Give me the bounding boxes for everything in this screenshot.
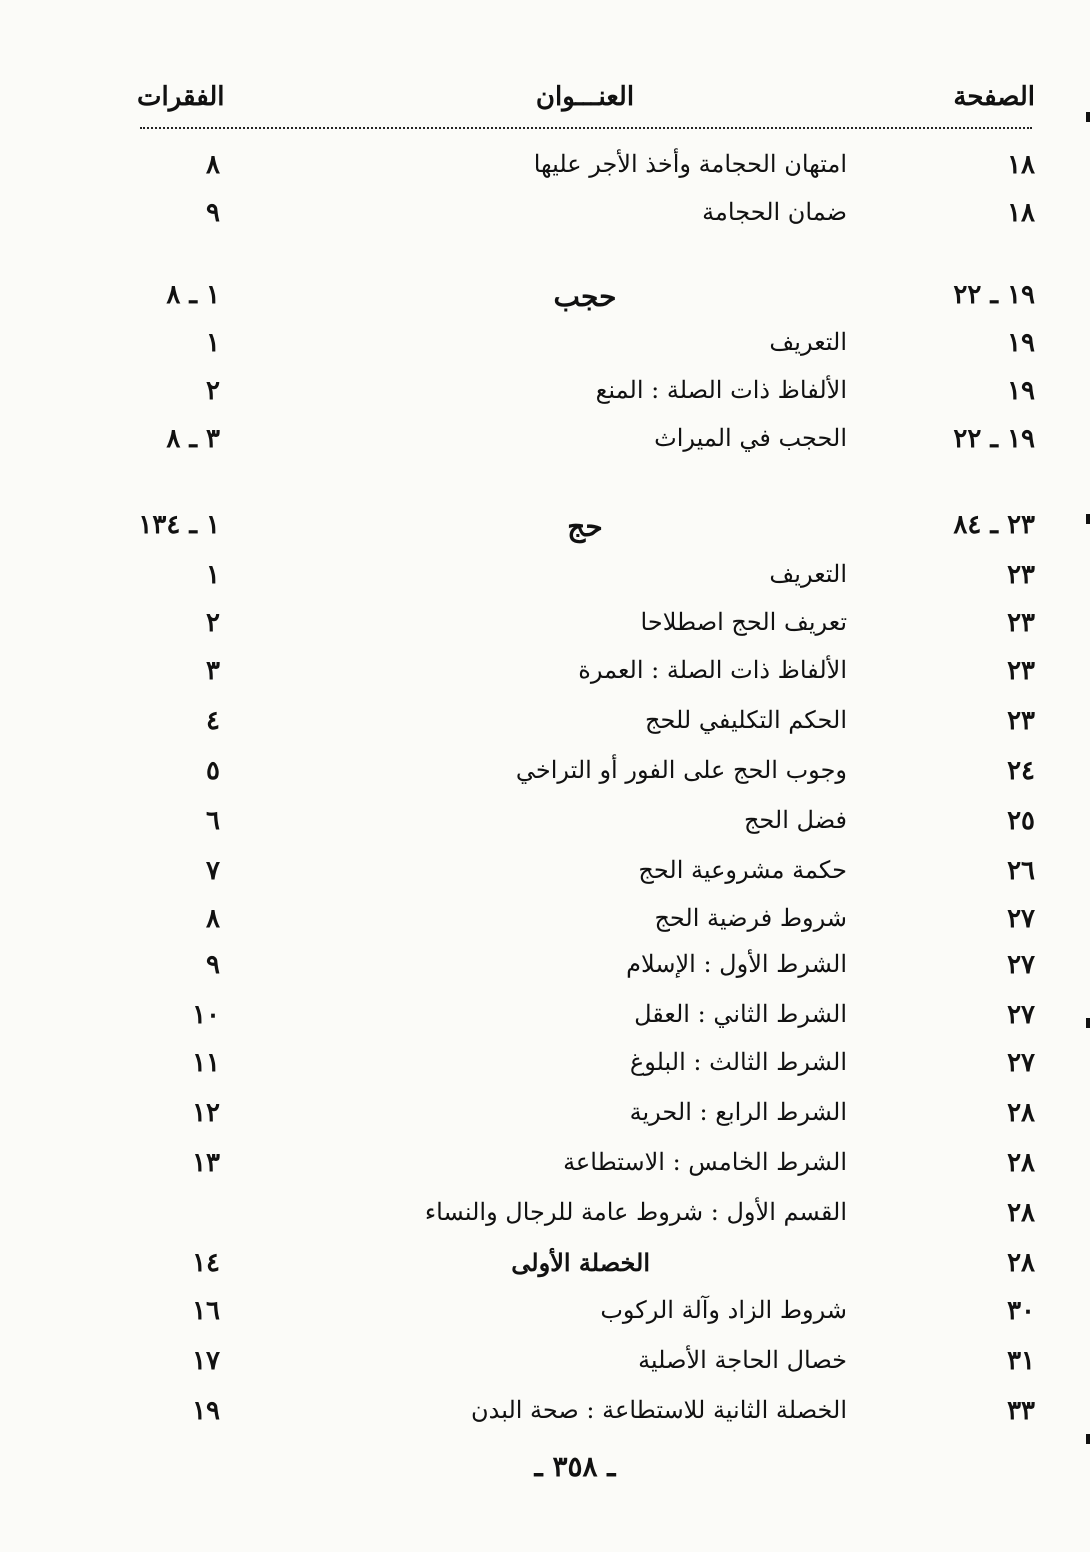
entry-title: الألفاظ ذات الصلة : العمرة — [578, 656, 847, 684]
entry-page-number: ٢٧ — [1007, 1000, 1035, 1030]
entry-paragraphs: ١٧ — [192, 1346, 220, 1376]
entry-page-number: ٢٨ — [1007, 1148, 1035, 1178]
entry-title: الحكم التكليفي للحج — [644, 706, 847, 734]
index-entry-row — [0, 1396, 1090, 1440]
index-entry-row — [0, 1198, 1090, 1242]
entry-page-number: ١٩ — [1007, 328, 1035, 358]
entry-paragraphs: ١١ — [192, 1048, 220, 1078]
index-entry-row — [0, 608, 1090, 652]
header-dotted-rule — [140, 127, 1032, 129]
index-entry-row — [0, 656, 1090, 700]
index-entry-row — [0, 560, 1090, 604]
index-entry-row — [0, 376, 1090, 420]
entry-page-number: ٢٧ — [1007, 904, 1035, 934]
entry-title: القسم الأول : شروط عامة للرجال والنساء — [424, 1198, 847, 1226]
entry-title: الخصلة الثانية للاستطاعة : صحة البدن — [470, 1396, 847, 1424]
entry-page-number: ٢٨ — [1007, 1198, 1035, 1228]
entry-title: امتهان الحجامة وأخذ الأجر عليها — [533, 150, 847, 178]
entry-paragraphs: ٥ — [206, 756, 220, 786]
entry-page-number: ١٩ ـ ٢٢ — [953, 280, 1035, 310]
column-header-title: العنـــوان — [535, 82, 635, 112]
edge-mark — [1086, 514, 1090, 524]
entry-title: الشرط الرابع : الحرية — [629, 1098, 847, 1126]
index-entry-row — [0, 328, 1090, 372]
entry-paragraphs: ٧ — [206, 856, 220, 886]
entry-title: تعريف الحج اصطلاحا — [640, 608, 847, 636]
entry-title: شروط فرضية الحج — [654, 904, 847, 932]
entry-paragraphs: ١٢ — [192, 1098, 220, 1128]
entry-page-number: ٢٣ ـ ٨٤ — [953, 510, 1035, 540]
index-entry-row — [0, 950, 1090, 994]
column-header-page: الصفحة — [953, 82, 1035, 112]
entry-page-number: ٢٨ — [1007, 1248, 1035, 1278]
entry-title: الشرط الخامس : الاستطاعة — [563, 1148, 847, 1176]
entry-title: الألفاظ ذات الصلة : المنع — [595, 376, 847, 404]
entry-title: حج — [567, 510, 603, 543]
edge-mark — [1086, 112, 1090, 122]
entry-title: الشرط الثاني : العقل — [634, 1000, 847, 1028]
entry-page-number: ٣٠ — [1007, 1296, 1035, 1326]
entry-page-number: ١٨ — [1007, 198, 1035, 228]
edge-mark — [1086, 1018, 1090, 1028]
entry-paragraphs: ١ ـ ١٣٤ — [138, 510, 220, 540]
entry-title: حجب — [553, 280, 617, 313]
entry-paragraphs: ١٠ — [192, 1000, 220, 1030]
entry-paragraphs: ٢ — [206, 608, 220, 638]
entry-paragraphs: ١ ـ ٨ — [166, 280, 220, 310]
index-entry-row — [0, 706, 1090, 750]
entry-page-number: ٣٣ — [1007, 1396, 1035, 1426]
entry-page-number: ٢٣ — [1007, 706, 1035, 736]
index-entry-row — [0, 1098, 1090, 1142]
index-entry-row — [0, 1346, 1090, 1390]
index-entry-row — [0, 150, 1090, 194]
entry-page-number: ٢٣ — [1007, 608, 1035, 638]
entry-paragraphs: ٣ — [206, 656, 220, 686]
entry-page-number: ٢٣ — [1007, 656, 1035, 686]
entry-paragraphs: ٨ — [206, 150, 220, 180]
entry-paragraphs: ٦ — [206, 806, 220, 836]
index-entry-row — [0, 1148, 1090, 1192]
entry-title: حكمة مشروعية الحج — [638, 856, 847, 884]
entry-title: التعريف — [769, 328, 847, 356]
index-heading-row — [0, 280, 1090, 324]
index-entry-row — [0, 424, 1090, 468]
entry-paragraphs: ٨ — [206, 904, 220, 934]
entry-page-number: ٢٨ — [1007, 1098, 1035, 1128]
entry-title: فضل الحج — [743, 806, 847, 834]
entry-paragraphs: ١٣ — [192, 1148, 220, 1178]
entry-paragraphs: ٩ — [206, 950, 220, 980]
entry-paragraphs: ٢ — [206, 376, 220, 406]
entry-paragraphs: ٣ ـ ٨ — [166, 424, 220, 454]
entry-paragraphs: ١ — [206, 560, 220, 590]
column-header-paragraphs: الفقرات — [137, 82, 225, 112]
entry-paragraphs: ٩ — [206, 198, 220, 228]
index-entry-row — [0, 1000, 1090, 1044]
entry-page-number: ١٩ ـ ٢٢ — [953, 424, 1035, 454]
entry-paragraphs: ١٦ — [192, 1296, 220, 1326]
entry-page-number: ٣١ — [1007, 1346, 1035, 1376]
entry-page-number: ٢٦ — [1007, 856, 1035, 886]
entry-page-number: ٢٥ — [1007, 806, 1035, 836]
entry-title: الخصلة الأولى — [511, 1248, 650, 1277]
index-entry-row — [0, 1048, 1090, 1092]
entry-page-number: ٢٤ — [1007, 756, 1035, 786]
entry-title: الشرط الثالث : البلوغ — [629, 1048, 847, 1076]
entry-title: الحجب في الميراث — [654, 424, 847, 452]
index-entry-row — [0, 856, 1090, 900]
entry-page-number: ٢٧ — [1007, 1048, 1035, 1078]
entry-page-number: ١٨ — [1007, 150, 1035, 180]
entry-title: خصال الحاجة الأصلية — [638, 1346, 847, 1374]
entry-page-number: ٢٣ — [1007, 560, 1035, 590]
index-entry-row — [0, 806, 1090, 850]
index-entry-row — [0, 198, 1090, 242]
entry-title: شروط الزاد وآلة الركوب — [600, 1296, 847, 1324]
entry-paragraphs: ١ — [206, 328, 220, 358]
index-entry-row — [0, 1248, 1090, 1292]
entry-title: الشرط الأول : الإسلام — [626, 950, 847, 978]
page-number: ـ ٣٥٨ ـ — [534, 1450, 616, 1483]
entry-paragraphs: ١٩ — [192, 1396, 220, 1426]
entry-title: وجوب الحج على الفور أو التراخي — [515, 756, 847, 784]
entry-paragraphs: ١٤ — [192, 1248, 220, 1278]
entry-title: التعريف — [769, 560, 847, 588]
index-entry-row — [0, 1296, 1090, 1340]
entry-page-number: ٢٧ — [1007, 950, 1035, 980]
entry-paragraphs: ٤ — [206, 706, 220, 736]
index-entry-row — [0, 756, 1090, 800]
index-heading-row — [0, 510, 1090, 554]
edge-mark — [1086, 1434, 1090, 1444]
entry-page-number: ١٩ — [1007, 376, 1035, 406]
index-entry-row — [0, 904, 1090, 948]
entry-title: ضمان الحجامة — [702, 198, 847, 226]
